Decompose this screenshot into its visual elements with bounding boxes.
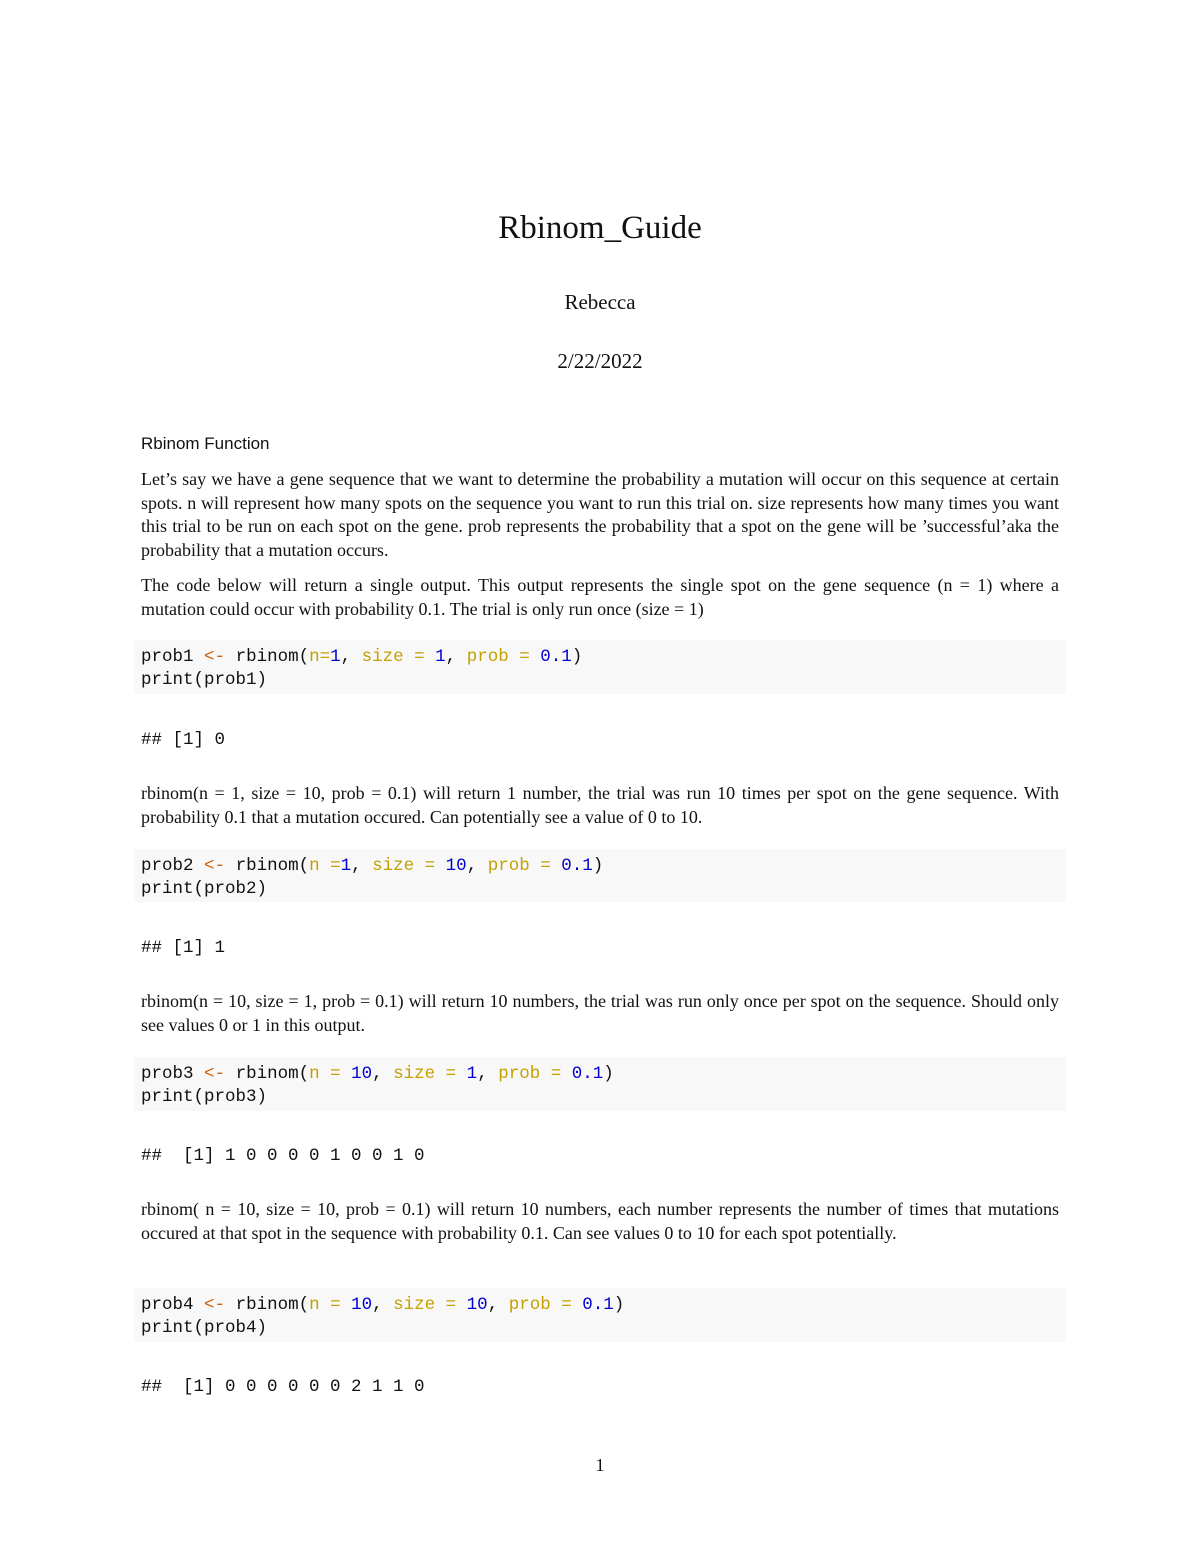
code-token: , — [477, 1064, 499, 1084]
code-token: 10 — [351, 1295, 373, 1315]
code-token: size — [361, 647, 404, 667]
code-token: = — [529, 856, 562, 876]
code-token: ) — [613, 1295, 625, 1315]
code-token: size — [372, 856, 415, 876]
code-token: <- — [204, 1064, 226, 1084]
code-token: ) — [571, 647, 583, 667]
code-token: , — [340, 647, 362, 667]
code-token: n — [309, 856, 331, 876]
code-token: prob4 — [141, 1295, 194, 1315]
paragraph-n-10-size-10: rbinom( n = 10, size = 10, prob = 0.1) will return 10 numbers, each number represents the number of times that mutations occured at that spot in the sequence with probability 0.1. Can see values 0 to 10 for each spot potentially. — [141, 1199, 1059, 1243]
code-token: rbinom( — [235, 1295, 310, 1315]
code-token: = — [435, 1064, 467, 1084]
document-title: Rbinom_Guide — [498, 210, 702, 246]
code-token: <- — [204, 1295, 226, 1315]
code-token: <- — [204, 856, 226, 876]
code-token: rbinom( — [235, 1064, 310, 1084]
code-token: = — [540, 1064, 572, 1084]
code-token: = — [435, 1295, 467, 1315]
code-token: 10 — [351, 1064, 373, 1084]
code-token: prob1 — [141, 647, 194, 667]
code-token: 0.1 — [561, 856, 593, 876]
code-token: , — [351, 856, 373, 876]
code-token: prob — [487, 856, 530, 876]
code-token: prob2 — [141, 856, 194, 876]
code-token: n — [309, 1295, 320, 1315]
code-token: 10 — [445, 856, 467, 876]
code-token: 10 — [466, 1295, 488, 1315]
code-token: <- — [204, 647, 226, 667]
code-token: 1 — [330, 647, 341, 667]
code-token: 1 — [435, 647, 446, 667]
code-token: 0.1 — [540, 647, 572, 667]
code-token: , — [445, 647, 467, 667]
intro-paragraph: Let’s say we have a gene sequence that we want to determine the probability a mutation will occur on this sequence at certain spots. n will represent how many spots on the sequence you want to run this trial on. size represents how many times you want this trial to be run on each spot on the gene. prob represents the probability that a spot on the gene will be ’successful’aka the probability that a mutation occurs. — [141, 469, 1059, 560]
code-token: 1 — [340, 856, 352, 876]
code-token: , — [487, 1295, 509, 1315]
code-token: print(prob4) — [141, 1318, 268, 1338]
code-token: prob — [498, 1064, 541, 1084]
code-block-prob2 — [134, 849, 1066, 902]
code-token: prob3 — [141, 1064, 194, 1084]
page-number: 1 — [595, 1455, 605, 1475]
code-token: = — [319, 1295, 352, 1315]
code-block-prob3 — [134, 1057, 1066, 1111]
code-token: ) — [592, 856, 604, 876]
code-token: = — [319, 1064, 352, 1084]
code-token: 0.1 — [582, 1295, 614, 1315]
code-token: = — [550, 1295, 583, 1315]
code-token: 1 — [466, 1064, 478, 1084]
code-block-prob1 — [134, 640, 1066, 694]
paragraph-single-output: The code below will return a single output. This output represents the single spot on the gene sequence (n = 1) where a mutation could occur with probability 0.1. The trial is only run once (size = 1) — [141, 575, 1059, 619]
paragraph-n-10: rbinom(n = 10, size = 1, prob = 0.1) will return 10 numbers, the trial was run only once per spot on the sequence. Should only see values 0 or 1 in this output. — [141, 991, 1059, 1035]
paragraph-size-10: rbinom(n = 1, size = 10, prob = 0.1) will return 1 number, the trial was run 10 times per spot on the gene sequence. With probability 0.1 that a mutation occured. Can potentially see a value of 0 to 10. — [141, 783, 1059, 827]
code-token: rbinom( — [235, 647, 310, 667]
section-heading: Rbinom Function — [141, 434, 270, 453]
code-token: = — [330, 856, 341, 876]
code-output-3: ## [1] 1 0 0 0 0 1 0 0 1 0 — [141, 1146, 425, 1166]
code-token: n= — [309, 647, 331, 667]
code-token: prob — [508, 1295, 551, 1315]
code-block-prob4 — [134, 1288, 1066, 1342]
document-date: 2/22/2022 — [557, 349, 643, 373]
code-token: , — [466, 856, 488, 876]
document-author: Rebecca — [564, 290, 636, 314]
code-token: , — [372, 1295, 394, 1315]
code-token: print(prob1) — [141, 670, 268, 690]
code-token: size — [393, 1295, 436, 1315]
code-output-4: ## [1] 0 0 0 0 0 0 2 1 1 0 — [141, 1377, 425, 1397]
code-token: ) — [603, 1064, 614, 1084]
code-token: size — [393, 1064, 436, 1084]
code-token: = — [508, 647, 541, 667]
code-token: print(prob3) — [141, 1087, 268, 1107]
code-token: , — [372, 1064, 394, 1084]
code-token: n — [309, 1064, 320, 1084]
code-token: prob — [466, 647, 509, 667]
code-token: = — [403, 647, 436, 667]
code-token: 0.1 — [571, 1064, 604, 1084]
code-token: print(prob2) — [141, 879, 268, 899]
code-token: = — [414, 856, 446, 876]
code-output-1: ## [1] 0 — [141, 730, 226, 750]
code-output-2: ## [1] 1 — [141, 938, 226, 958]
code-token: rbinom( — [235, 856, 310, 876]
